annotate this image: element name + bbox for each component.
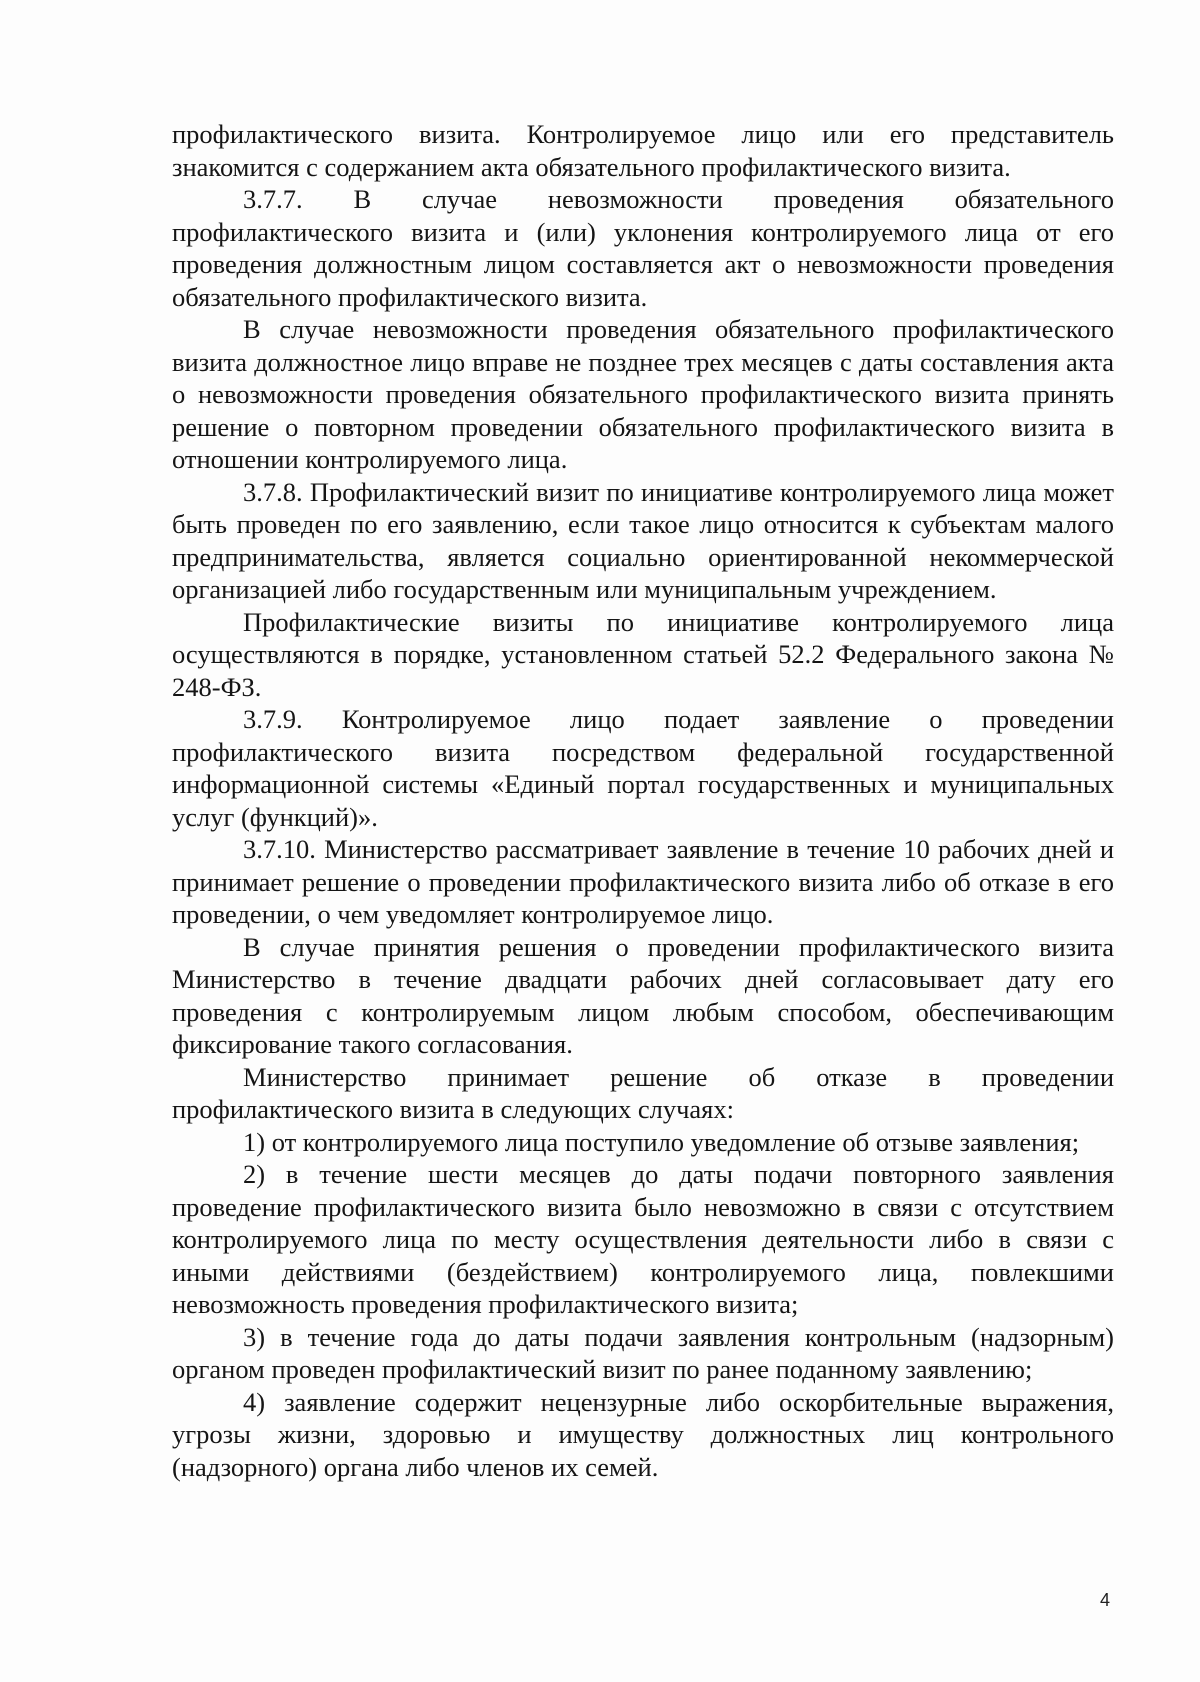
list-item: 2) в течение шести месяцев до даты подачи повторного заявления проведение профилактического визита было невозможно в связи с отсутствием контролируемого лица по месту осуществления деятельности либо в связи с иными действиями (бездействием) контролируемого лица, повлекшими невозможность проведения профилактического визита; [172,1159,1114,1319]
paragraph: В случае невозможности проведения обязательного профилактического визита должностное лицо вправе не позднее трех месяцев с даты составления акта о невозможности проведения обязательного профилактического визита принять решение о повторном проведении обязательного профилактического визита в отношении контролируемого лица. [172,314,1114,474]
paragraph: Профилактические визиты по инициативе контролируемого лица осуществляются в порядке, установленном статьей 52.2 Федерального закона № 248-ФЗ. [172,606,1114,702]
document-body [172,118,1114,1483]
list-item: 4) заявление содержит нецензурные либо оскорбительные выражения, угрозы жизни, здоровью и имуществу должностных лиц контрольного (надзорного) органа либо членов их семей. [172,1386,1114,1482]
list-item: 3) в течение года до даты подачи заявления контрольным (надзорным) органом проведен профилактический визит по ранее поданному заявлению; [172,1321,1114,1384]
paragraph: В случае принятия решения о проведении профилактического визита Министерство в течение двадцати рабочих дней согласовывает дату его проведения с контролируемым лицом любым способом, обеспечивающим фиксирование такого согласования. [172,931,1114,1059]
paragraph: Министерство принимает решение об отказе в проведении профилактического визита в следующих случаях: [172,1061,1114,1124]
paragraph: профилактического визита. Контролируемое лицо или его представитель знакомится с содержанием акта обязательного профилактического визита. [172,119,1114,182]
list-item: 1) от контролируемого лица поступило уведомление об отзыве заявления; [243,1126,1080,1157]
paragraph: 3.7.8. Профилактический визит по инициативе контролируемого лица может быть проведен по его заявлению, если такое лицо относится к субъектам малого предпринимательства, является социально ориентированной некоммерческой организацией либо государственным или муниципальным учреждением. [172,476,1114,604]
paragraph: 3.7.7. В случае невозможности проведения обязательного профилактического визита и (или) уклонения контролируемого лица от его проведения должностным лицом составляется акт о невозможности проведения обязательного профилактического визита. [172,184,1114,312]
page-number: 4 [1100,1590,1111,1610]
paragraph: 3.7.9. Контролируемое лицо подает заявление о проведении профилактического визита посредством федеральной государственной информационной системы «Единый портал государственных и муниципальных услуг (функций)». [172,704,1114,832]
paragraph: 3.7.10. Министерство рассматривает заявление в течение 10 рабочих дней и принимает решение о проведении профилактического визита либо об отказе в его проведении, о чем уведомляет контролируемое лицо. [172,834,1114,929]
